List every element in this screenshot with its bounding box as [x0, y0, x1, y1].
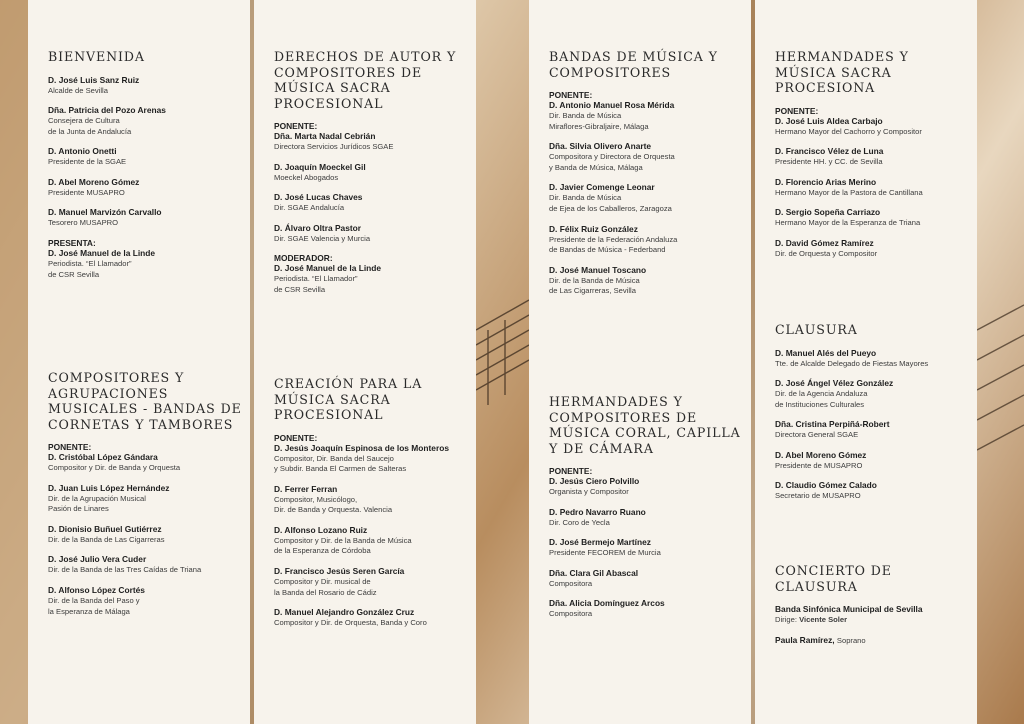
list-item: [775, 419, 971, 441]
list-item: [775, 450, 971, 472]
person-name: Dña. Alicia Domínguez Arcos: [549, 598, 665, 609]
person-role: Compositor, Musicólogo, Dir. de Banda y Orquesta. Valencia: [274, 494, 393, 515]
person-name: D. Abel Moreno Gómez: [48, 176, 140, 187]
band-name: Banda Sinfónica Municipal de Sevilla: [775, 604, 923, 614]
list-item: [274, 566, 470, 598]
person-role: Dir. de la Banda de las Tres Caídas de Triana: [48, 565, 202, 575]
list-item: [775, 116, 971, 138]
section-title-bandas: BANDAS DE MÚSICA Y COMPOSITORES: [549, 49, 718, 80]
person-role: Dir. SGAE Andalucía: [274, 203, 345, 213]
section-coral: [549, 394, 745, 629]
person-role: Presidente de la Federación Andaluza de Bandas de Música - Federband: [549, 234, 678, 255]
person-name: D. José Manuel de la Linde: [274, 263, 382, 274]
person-role: Dir. Banda de Música Miraflores-Gibraljaire, Málaga: [549, 111, 649, 131]
list-item: [549, 568, 745, 590]
person-name: D. Abel Moreno Gómez: [775, 449, 867, 460]
person-role: Presidente HH. y CC. de Sevilla: [775, 157, 883, 167]
role-label-ponente: PONENTE:: [274, 432, 318, 443]
person-name: D. Antonio Manuel Rosa Mérida: [549, 100, 675, 110]
list-item: [549, 507, 745, 529]
person-name: D. Joaquín Moeckel Gil: [274, 161, 366, 172]
person-name: D. Álvaro Oltra Pastor: [274, 222, 362, 233]
person-name: D. José Manuel Toscano: [549, 264, 647, 275]
person-role: Hermano Mayor de la Esperanza de Triana: [775, 218, 921, 228]
list-item: [549, 182, 745, 214]
list-item: [549, 141, 745, 173]
person-name: D. José Luis Sanz Ruiz: [48, 74, 140, 85]
person-role: Dir. de la Agencia Andaluza de Instituciones Culturales: [775, 389, 868, 409]
person-name: D. Antonio Onetti: [48, 146, 117, 157]
list-item: [48, 105, 244, 137]
soloist-name: Paula Ramírez,: [775, 634, 835, 645]
person-name: D. Manuel Alés del Pueyo: [775, 347, 877, 358]
person-name: D. David Gómez Ramírez: [775, 237, 874, 248]
person-name: D. Félix Ruiz González: [549, 223, 638, 234]
person-role: Compositor y Dir. de Orquesta, Banda y Coro: [274, 618, 427, 628]
list-item: [274, 253, 470, 295]
list-item: [775, 635, 971, 647]
section-bandas: [549, 49, 745, 306]
person-role: Dir. Coro de Yecla: [549, 517, 610, 527]
list-item: [775, 238, 971, 260]
person-role: Organista y Compositor: [549, 487, 629, 496]
column-2: [254, 0, 476, 724]
person-role: Compositora y Directora de Orquesta y Banda de Música, Málaga: [549, 152, 675, 172]
section-hermandades: [775, 49, 971, 268]
section-derechos: [274, 49, 470, 305]
person-name: D. José Julio Vera Cuder: [48, 554, 147, 565]
list-item: [274, 223, 470, 245]
section-title-hermandades: HERMANDADES Y MÚSICA SACRA PROCESIONA: [775, 49, 909, 95]
list-item: [775, 348, 971, 370]
list-item: [549, 100, 745, 132]
soloist-role: Soprano: [836, 635, 866, 645]
list-item: [549, 537, 745, 559]
person-role: Dir. de la Banda de Música de Las Cigarreras, Sevilla: [549, 275, 640, 296]
list-item: [775, 480, 971, 502]
conductor-line: [775, 615, 971, 626]
person-name: D. José Lucas Chaves: [274, 192, 363, 203]
person-name: D. Dionisio Buñuel Gutiérrez: [48, 523, 162, 534]
person-role: Presidente de MUSAPRO: [775, 460, 863, 470]
person-name: D. José Manuel de la Linde: [48, 248, 156, 259]
list-item: [549, 224, 745, 256]
conductor-name: Vicente Soler: [799, 615, 848, 624]
person-name: D. Ferrer Ferran: [274, 483, 338, 494]
section-title-coral: HERMANDADES Y COMPOSITORES DE MÚSICA CORAL, CAPILLA Y DE CÁMARA: [549, 394, 741, 456]
dirige-label: Dirige:: [775, 615, 797, 624]
person-role: Compositor y Dir. de la Banda de Música de la Esperanza de Córdoba: [274, 535, 412, 556]
person-role: Hermano Mayor de la Pastora de Cantillana: [775, 187, 923, 197]
person-name: D. Cristóbal López Gándara: [48, 452, 158, 462]
column-1: [28, 0, 250, 724]
role-label-ponente: PONENTE:: [274, 121, 318, 131]
person-role: Compositor y Dir. de Banda y Orquesta: [48, 463, 181, 472]
list-item: [775, 207, 971, 229]
person-role: Presidente FECOREM de Murcia: [549, 548, 661, 558]
person-role: Directora General SGAE: [775, 430, 859, 440]
person-name: D. Francisco Jesús Seren García: [274, 566, 405, 577]
person-name: D. Manuel Marvizón Carvallo: [48, 207, 162, 218]
person-role: Directora Servicios Jurídicos SGAE: [274, 142, 394, 151]
section-clausura: [775, 322, 971, 511]
person-role: Compositor, Dir. Banda del Saucejo y Subdir. Banda El Carmen de Salteras: [274, 453, 407, 474]
list-item: [48, 554, 244, 576]
person-role: Hermano Mayor del Cachorro y Compositor: [775, 126, 922, 136]
list-item: [48, 524, 244, 546]
person-role: Presidente de la SGAE: [48, 157, 127, 167]
person-name: D. Francisco Vélez de Luna: [775, 146, 884, 157]
list-item: [549, 476, 745, 498]
list-item: [48, 238, 244, 280]
person-role: Compositora: [549, 609, 593, 619]
person-name: D. Manuel Alejandro González Cruz: [274, 607, 415, 618]
person-name: D. Sergio Sopeña Carriazo: [775, 207, 881, 218]
person-name: D. Claudio Gómez Calado: [775, 480, 877, 491]
person-role: Consejera de Cultura de la Junta de Andalucía: [48, 116, 132, 136]
person-name: D. Juan Luis López Hernández: [48, 482, 170, 493]
person-role: Dir. de la Banda del Paso y la Esperanza de Málaga: [48, 595, 140, 616]
person-name: Dña. Silvia Olivero Anarte: [549, 141, 652, 152]
section-title-bienvenida: BIENVENIDA: [48, 49, 145, 64]
section-compositores: [48, 370, 244, 626]
list-item: [274, 192, 470, 214]
list-item: [274, 525, 470, 557]
list-item: [549, 598, 745, 620]
list-item: [48, 177, 244, 199]
soloist-line: [775, 635, 971, 647]
section-concierto: [775, 563, 971, 655]
list-item: [48, 75, 244, 97]
list-item: [48, 146, 244, 168]
person-name: D. Jesús Joaquín Espinosa de los Monteros: [274, 442, 449, 453]
section-title-creacion: CREACIÓN PARA LA MÚSICA SACRA PROCESIONAL: [274, 376, 423, 422]
person-role: Compositor y Dir. musical de la Banda del Rosario de Cádiz: [274, 577, 377, 597]
person-name: D. José Luis Aldea Carbajo: [775, 115, 883, 126]
section-bienvenida: [48, 49, 244, 289]
list-item: [48, 452, 244, 474]
person-role: Tesorero MUSAPRO: [48, 218, 119, 228]
person-role: Periodista. “El Llamador” de CSR Sevilla: [48, 259, 132, 279]
role-label-ponente: PONENTE:: [549, 466, 593, 476]
section-title-compositores: COMPOSITORES Y AGRUPACIONES MUSICALES - BANDAS DE CORNETAS Y TAMBORES: [48, 370, 242, 432]
list-item: [48, 207, 244, 229]
person-role: Dir. SGAE Valencia y Murcia: [274, 233, 371, 243]
person-role: Dir. de la Banda de Las Cigarreras: [48, 534, 165, 544]
column-4: [755, 0, 977, 724]
person-name: D. José Ángel Vélez González: [775, 378, 894, 389]
list-item: [775, 177, 971, 199]
section-creacion: [274, 376, 470, 638]
role-label-presenta: PRESENTA:: [48, 238, 96, 249]
list-item: [775, 378, 971, 410]
section-title-derechos: DERECHOS DE AUTOR Y COMPOSITORES DE MÚSICA SACRA PROCESIONAL: [274, 49, 457, 111]
list-item: [775, 146, 971, 168]
list-item: [274, 484, 470, 516]
person-role: Dir. de la Agrupación Musical Pasión de Linares: [48, 493, 146, 514]
list-item: [549, 265, 745, 297]
person-role: Dir. de Orquesta y Compositor: [775, 248, 878, 258]
person-name: D. Alfonso López Cortés: [48, 584, 145, 595]
list-item: [775, 604, 971, 626]
column-3: [529, 0, 751, 724]
person-role: Dir. Banda de Música de Ejea de los Caballeros, Zaragoza: [549, 193, 672, 213]
person-name: D. Alfonso Lozano Ruiz: [274, 524, 368, 535]
role-label-ponente: PONENTE:: [549, 90, 593, 100]
person-role: Tte. de Alcalde Delegado de Fiestas Mayores: [775, 358, 929, 368]
person-name: Dña. Patricia del Pozo Arenas: [48, 105, 166, 116]
section-title-clausura: CLAUSURA: [775, 322, 858, 337]
person-name: D. José Bermejo Martínez: [549, 537, 651, 548]
person-name: D. Florencio Arias Merino: [775, 176, 877, 187]
list-item: [48, 585, 244, 617]
section-title-concierto: CONCIERTO DE CLAUSURA: [775, 563, 892, 594]
person-role: Moeckel Abogados: [274, 172, 339, 182]
list-item: [274, 443, 470, 475]
role-label-moderador: MODERADOR:: [274, 253, 333, 264]
person-role: Compositora: [549, 578, 593, 588]
list-item: [274, 607, 470, 629]
person-name: D. Javier Comenge Leonar: [549, 182, 655, 193]
person-role: Presidente MUSAPRO: [48, 187, 125, 197]
person-name: Dña. Cristina Perpiñá-Robert: [775, 419, 890, 430]
list-item: [274, 131, 470, 153]
person-name: Dña. Clara Gil Abascal: [549, 567, 639, 578]
person-name: Dña. Marta Nadal Cebrián: [274, 131, 376, 141]
person-role: Secretario de MUSAPRO: [775, 491, 861, 501]
list-item: [274, 162, 470, 184]
person-role: Periodista. “El Llamador” de CSR Sevilla: [274, 274, 358, 294]
person-name: D. Jesús Ciero Polvillo: [549, 476, 640, 486]
person-role: Alcalde de Sevilla: [48, 85, 108, 95]
role-label-ponente: PONENTE:: [775, 105, 819, 116]
person-name: D. Pedro Navarro Ruano: [549, 506, 646, 517]
role-label-ponente: PONENTE:: [48, 442, 92, 452]
list-item: [48, 483, 244, 515]
